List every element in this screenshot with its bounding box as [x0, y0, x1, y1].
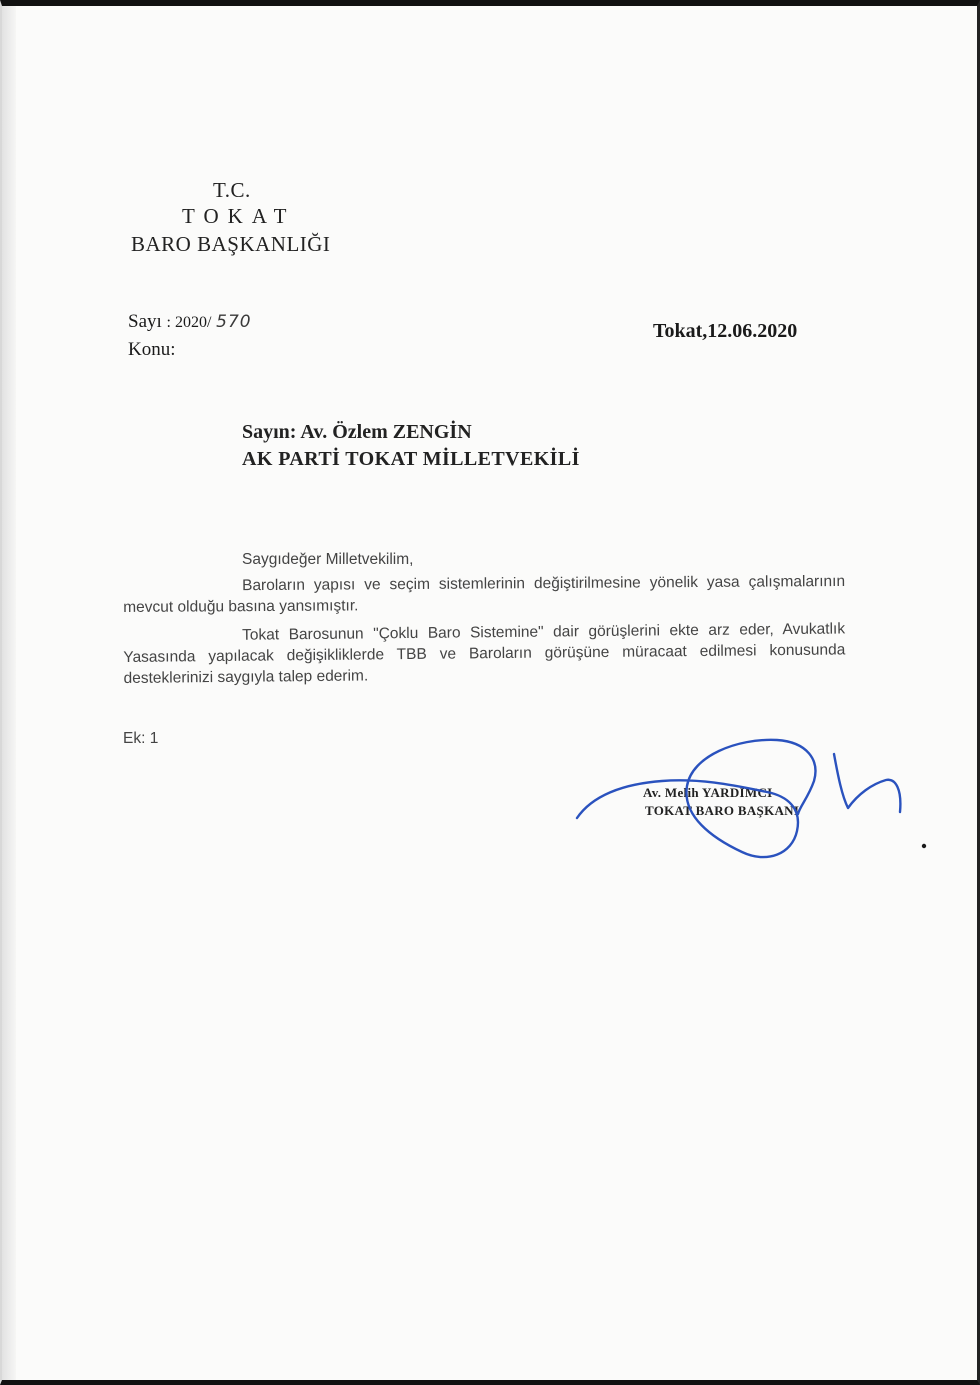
header-city: TOKAT — [182, 204, 296, 228]
reference-handwritten: 570 — [216, 312, 252, 332]
signer-title: TOKAT BARO BAŞKANI — [645, 803, 800, 818]
handwritten-signature — [562, 726, 942, 876]
body-paragraph-1: Baroların yapısı ve seçim sistemlerinin değiştirilmesine yönelik yasa çalışmalarının mevcut olduğu basına yansımıştır. — [123, 572, 846, 616]
header-republic: T.C. — [213, 178, 251, 202]
reference-value: : 2020/ — [166, 314, 212, 331]
reference-number — [128, 311, 252, 333]
subject-label: Konu: — [128, 339, 176, 360]
document-date: Tokat,12.06.2020 — [653, 320, 798, 342]
body-paragraph-2: Tokat Barosunun "Çoklu Baro Sistemine" dair görüşlerini ekte arz eder, Avukatlık Yasasında yapılacak değişikliklerde TBB ve Baroların görüşüne müracaat edilmesi konusunda desteklerinizi saygıyla talep ederim. — [123, 620, 846, 687]
addressee-title: AK PARTİ TOKAT MİLLETVEKİLİ — [242, 448, 580, 470]
scan-shadow — [2, 6, 16, 1380]
header-office: BARO BAŞKANLIĞI — [131, 232, 331, 256]
signer-name: Av. Melih YARDIMCI — [643, 785, 773, 800]
addressee-name: Sayın: Av. Özlem ZENGİN — [242, 421, 472, 443]
attachment-note: Ek: 1 — [123, 730, 159, 747]
salutation: Saygıdeğer Milletvekilim, — [242, 551, 414, 568]
reference-label: Sayı — [128, 311, 162, 332]
